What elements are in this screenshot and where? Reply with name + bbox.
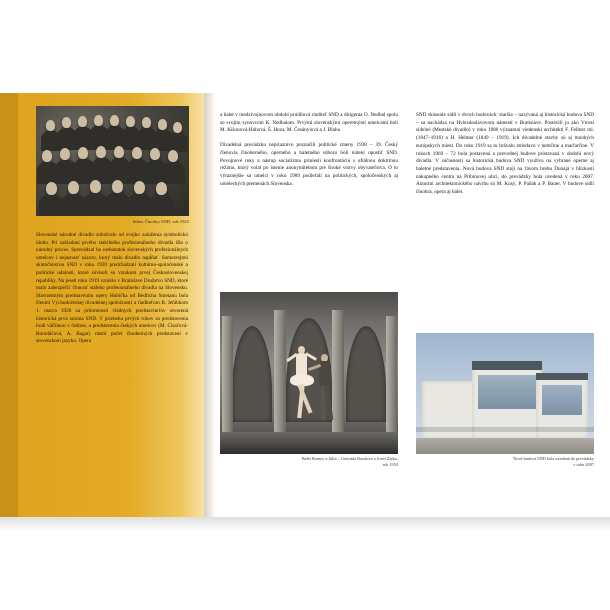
group-photo-snd-ensemble [36, 106, 189, 216]
caption-line-2: v roku 2007 [573, 461, 594, 467]
ballet-photo-caption [220, 456, 398, 467]
group-photo-caption: Súbor Činohry SND, rok 1925 [132, 219, 189, 224]
dancer-female [292, 346, 312, 420]
left-page [18, 93, 204, 517]
caption-line-1: Nová budova SND bola uvedená do prevádzky [513, 456, 594, 461]
ballet-romeo-and-juliet-photo [220, 292, 398, 454]
page-edge-strip [0, 93, 18, 517]
dancer-male [316, 354, 336, 424]
paragraph: Divadelná prevádzku nepriaznivo poznačili politické zmeny 1938 – 39. Český členovia činoherného, operného a baletného súboru boli nútení opustiť SND. Povojnové roky a nástup socializmu priniesli konfrontáciu s ofiálnou doktrínou režimu, ktorý volal po istenie anonymitehom pre široké vrstvy obyvateľstva. O to výraznejšie sa umelci v roku 1989 podieľali na politických, spoločenských aj umeleckých premenách Slovenska. [220, 142, 398, 187]
caption-line-1: Balet Romeo a Júlia – Gertrúda Boudová a Jozef Zajko, [301, 456, 398, 461]
right-page [204, 93, 610, 517]
caption-line-2: rok 1954 [382, 461, 398, 467]
left-page-body-text: Slovenské národné divadlo zohrávalo od svojho založenia symbolickú úlohu. Pri zakladaní prvého stabilného profesionálneho divadla išlo o národný proces. Sprevádzal ho nedostatok slovenských profesionálnych umelcov i nejasnosť názoru, ktorý malo divadlo napĺňať. Samozrejmú skutočnosťou SND v roku 1920 predchádzali kultúrno-spoločenské a politické udalosti, ktoré súviseli so vznikom prvej Československej republiky. Na jeseň roku 1919 vzniklo v Bratislave Družstvo SND, ktoré malo zabezpečiť činnosť stáleho profesionálneho divadla na Slovensku. Slávnostným predstavením opery Hubička od Bedřicha Smetanu bola členmi Východočeskej divadelnej spoločnosti a riaditeľom B. Jeřábkom 1. marca 1920 za prítomnosti vládnych predstaviteľov otvorená historická prvá sezóna SND. V priebehu prvých rokov sa predstavenia hrali väčšinou v češtine, a predstavenia českých umelcov (M. Cisaľová-Borodáčová, A. Bagar) rástol počet činoherných predstavení v slovenskom jazyku. Opera [36, 232, 188, 345]
paragraph: a balet v medzivojnovom období prúdilová riaditeľ SND a dirigenta O. Nedbal spolu so svojím synovcom K. Nedbalom. Prvými slovenskými operetnými umelcami boli M. Kišonová-Hubová, Š. Hoza, M. Česányiová a J. Blaho. [220, 112, 398, 134]
book-spread [0, 93, 610, 517]
building-photo-caption [416, 456, 594, 467]
photo-people [36, 106, 189, 216]
new-snd-building-photo [416, 333, 594, 454]
right-column-text [416, 112, 594, 204]
middle-column-text [220, 112, 398, 195]
page-drop-shadow [0, 517, 610, 531]
plaza-ground [416, 438, 594, 454]
paragraph: SND skúsenie sídli v dvoch budovách: staršia – nazývaná aj historická budova SND – sa nachádza na Hviezdoslavovom námestí v Bratislave. Postavili ju ako Vtrosi sídelné (Mestské divadlo) v roku 1886 významní viedenskí architekti F. Fellner ml. (1847–1916) a H. Helmer (1849 – 1919). Ich divadelné stavby sú aj mnohých európskych miest. Do roku 1919 sa tu hrávalo striedavo v nemčine a maďarčine. V rokoch 1969 – 72 bola postavená a prevodnej budove pristavaná v období nový divadla. V súčasnosti sa historická budova SND využíva na vybrané operné aj baletné predstavenia. Nová budova SND stojí na ľavom brehu Dunaja v blízkosti nákupného centra na Pribinovej ulici, do prevádzky bola uvedená v roku 2007. Autormi architektonického návrhu sú M. Kusý, P. Paňák a P. Bauer. V budove sídli činohra, opera aj balet. [416, 112, 594, 196]
